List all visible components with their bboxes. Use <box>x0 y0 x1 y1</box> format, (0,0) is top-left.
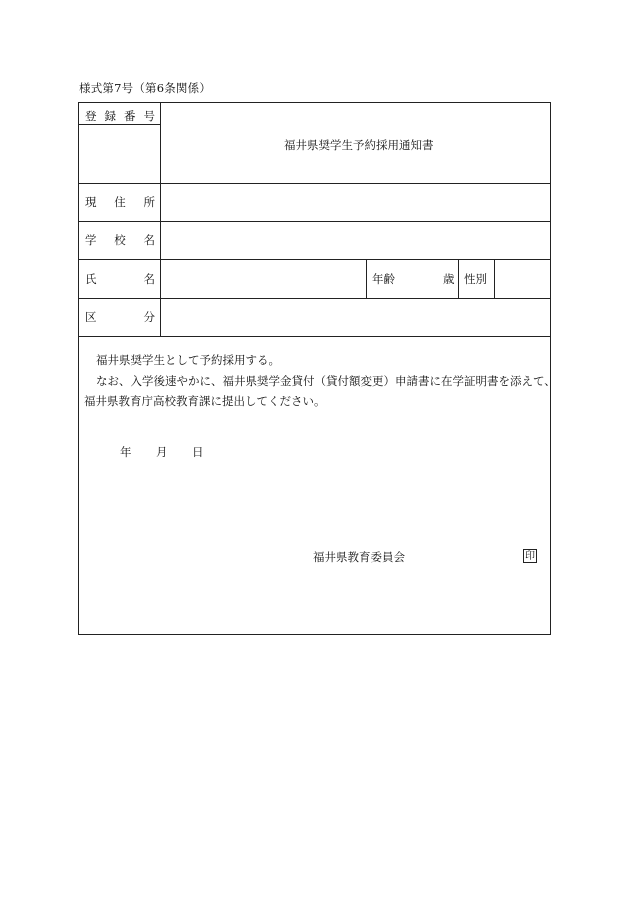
notification-form <box>78 102 556 635</box>
age-cell-divider-right <box>458 259 459 298</box>
school-name-label: 学 校 名 <box>85 233 155 247</box>
row-divider-1 <box>79 183 550 184</box>
notice-line-2: なお、入学後速やかに、福井県奨学金貸付（貸付額変更）申請書に在学証明書を添えて、 <box>96 374 556 388</box>
age-label: 年齢 <box>372 272 395 286</box>
row-divider-2 <box>79 221 550 222</box>
notice-line-1: 福井県奨学生として予約採用する。 <box>96 353 280 367</box>
document-title: 福井県奨学生予約採用通知書 <box>284 138 434 152</box>
sex-label: 性別 <box>464 272 487 286</box>
issuer-name: 福井県教育委員会 <box>313 550 405 564</box>
age-cell-divider-left <box>366 259 367 298</box>
date-month: 月 <box>156 445 168 459</box>
date-day: 日 <box>192 445 204 459</box>
address-label: 現 住 所 <box>85 195 155 209</box>
sex-cell-divider <box>494 259 495 298</box>
seal-mark: 印 <box>525 551 535 562</box>
date-year: 年 <box>120 445 132 459</box>
label-column-divider <box>160 103 161 336</box>
registration-number-label: 登 録 番 号 <box>85 109 155 123</box>
row-divider-3 <box>79 259 550 260</box>
row-divider-5 <box>79 336 550 337</box>
registration-label-divider <box>79 124 160 125</box>
row-divider-4 <box>79 298 550 299</box>
notice-line-3: 福井県教育庁高校教育課に提出してください。 <box>84 394 326 408</box>
category-label: 区 分 <box>85 310 155 324</box>
age-unit: 歳 <box>443 272 455 286</box>
form-number-label: 様式第7号（第6条関係） <box>79 81 212 95</box>
name-label: 氏 名 <box>85 272 155 286</box>
